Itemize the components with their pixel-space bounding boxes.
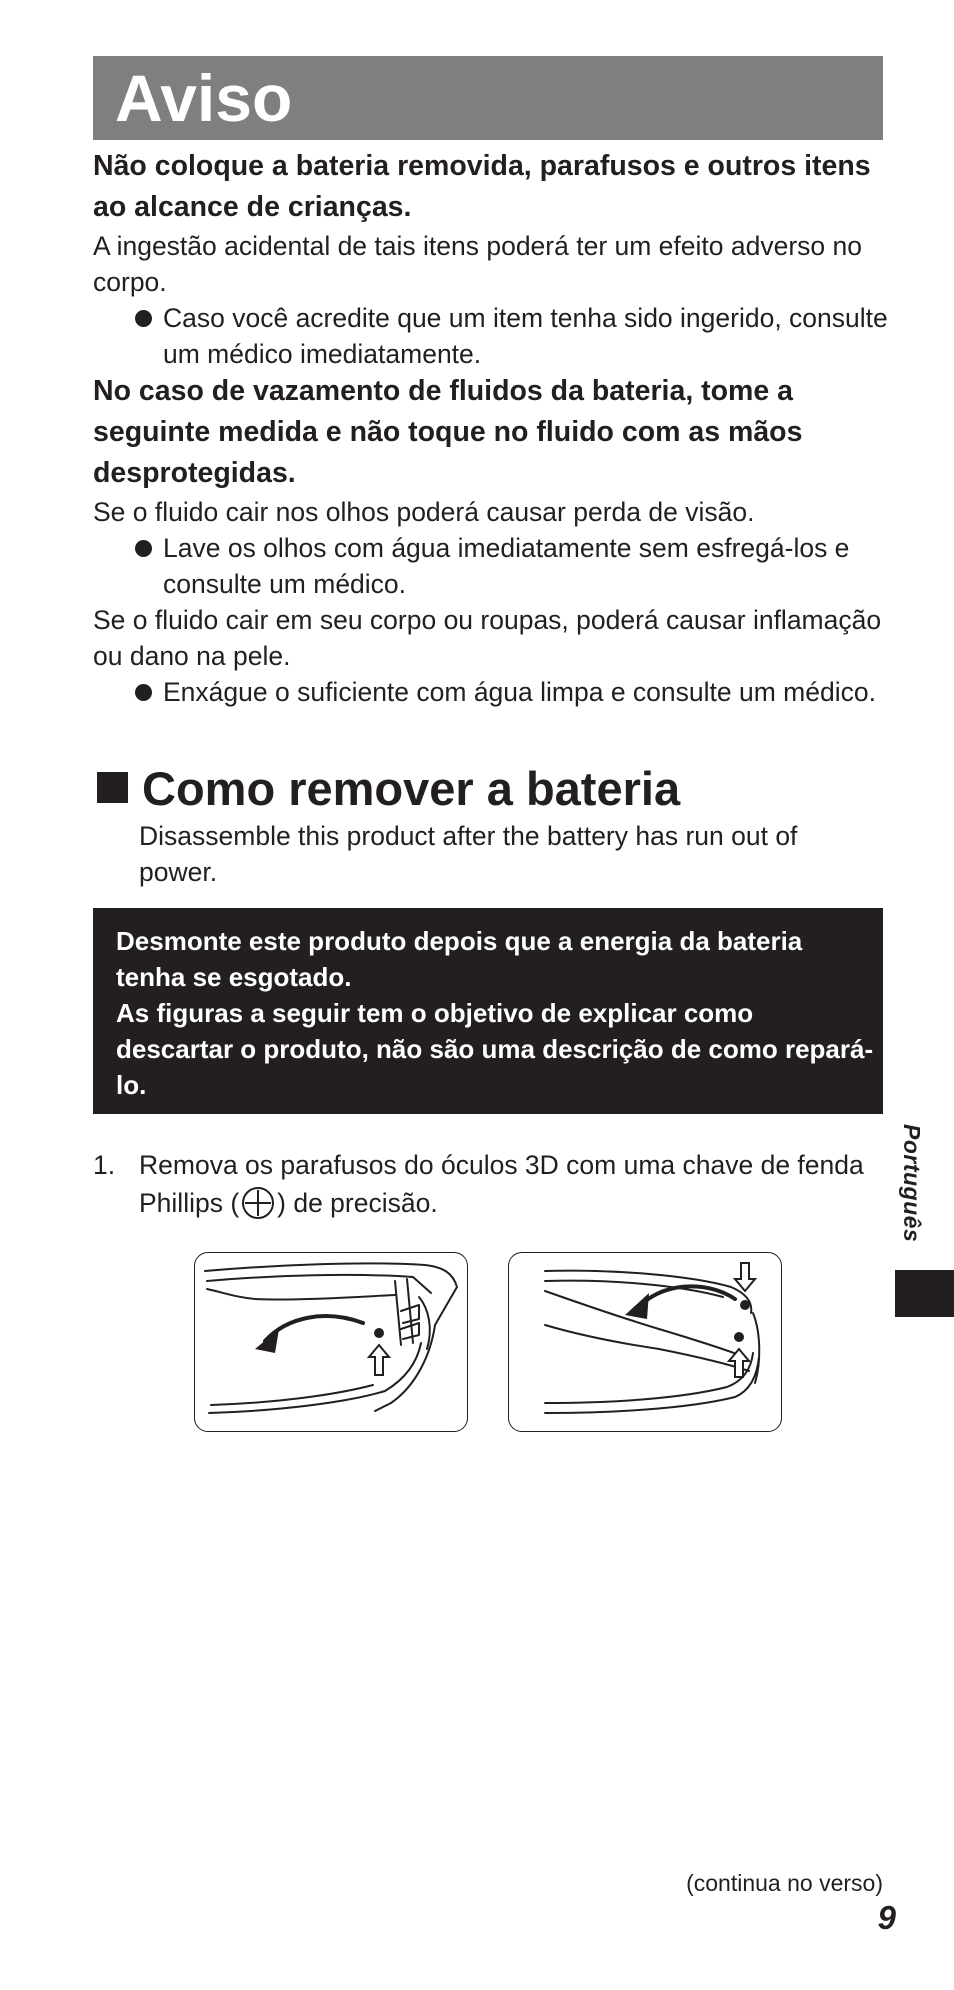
bullet-text: Caso você acredite que um item tenha sido ingerido, consulte um médico imediatamente. <box>163 303 888 369</box>
illustration-right-hinge <box>508 1252 782 1432</box>
bullet-icon <box>135 310 152 327</box>
title-bar <box>93 56 883 140</box>
bullet-text: Enxágue o suficiente com água limpa e consulte um médico. <box>163 677 876 707</box>
language-tab-marker <box>895 1270 954 1317</box>
illustration-left-hinge <box>194 1252 468 1432</box>
notice-line-1: Desmonte este produto depois que a energia da bateria tenha se esgotado. <box>116 926 803 992</box>
bullet-item-skin <box>93 674 893 710</box>
glasses-hinge-diagram <box>509 1253 781 1431</box>
bullet-item-eyes <box>93 530 893 602</box>
page-title: Aviso <box>115 61 293 135</box>
step-number: 1. <box>93 1150 116 1180</box>
bullet-text: Lave os olhos com água imediatamente sem esfregá-los e consulte um médico. <box>163 533 850 599</box>
step-text <box>139 1146 879 1222</box>
section-subtext: Disassemble this product after the battery has run out of power. <box>139 821 798 887</box>
warning-fluid-leak <box>93 371 893 710</box>
section-heading-text: Como remover a bateria <box>142 762 681 815</box>
bullet-icon <box>135 684 152 701</box>
warning-heading-children: Não coloque a bateria removida, parafusos e outros itens ao alcance de crianças. <box>93 150 871 223</box>
square-bullet-icon <box>97 772 128 803</box>
step-text-start: Remova os parafusos do óculos 3D com uma chave de fenda Phillips ( <box>139 1150 864 1218</box>
phillips-screwdriver-icon <box>239 1184 277 1222</box>
bullet-icon <box>135 540 152 557</box>
warning-text-ingestion: A ingestão acidental de tais itens poderá ter um efeito adverso no corpo. <box>93 231 862 297</box>
warning-children <box>93 146 893 372</box>
section-heading <box>93 758 893 820</box>
page-number: 9 <box>877 1899 896 1936</box>
warning-text-eyes: Se o fluido cair nos olhos poderá causar perda de visão. <box>93 497 755 527</box>
step-text-end: ) de precisão. <box>277 1188 438 1218</box>
bullet-item-swallowed <box>93 300 893 372</box>
glasses-hinge-diagram <box>195 1253 467 1431</box>
language-side-label <box>898 1124 928 1254</box>
continued-note: (continua no verso) <box>686 1870 883 1896</box>
warning-text-skin: Se o fluido cair em seu corpo ou roupas, poderá causar inflamação ou dano na pele. <box>93 605 882 671</box>
warning-heading-fluid: No caso de vazamento de fluidos da bateria, tome a seguinte medida e não toque no fluido com as mãos desprotegidas. <box>93 375 803 489</box>
language-label-text: Português <box>899 1124 925 1243</box>
notice-box <box>93 908 883 1114</box>
notice-line-2: As figuras a seguir tem o objetivo de explicar como descartar o produto, não são uma descrição de como repará-lo. <box>116 998 874 1100</box>
